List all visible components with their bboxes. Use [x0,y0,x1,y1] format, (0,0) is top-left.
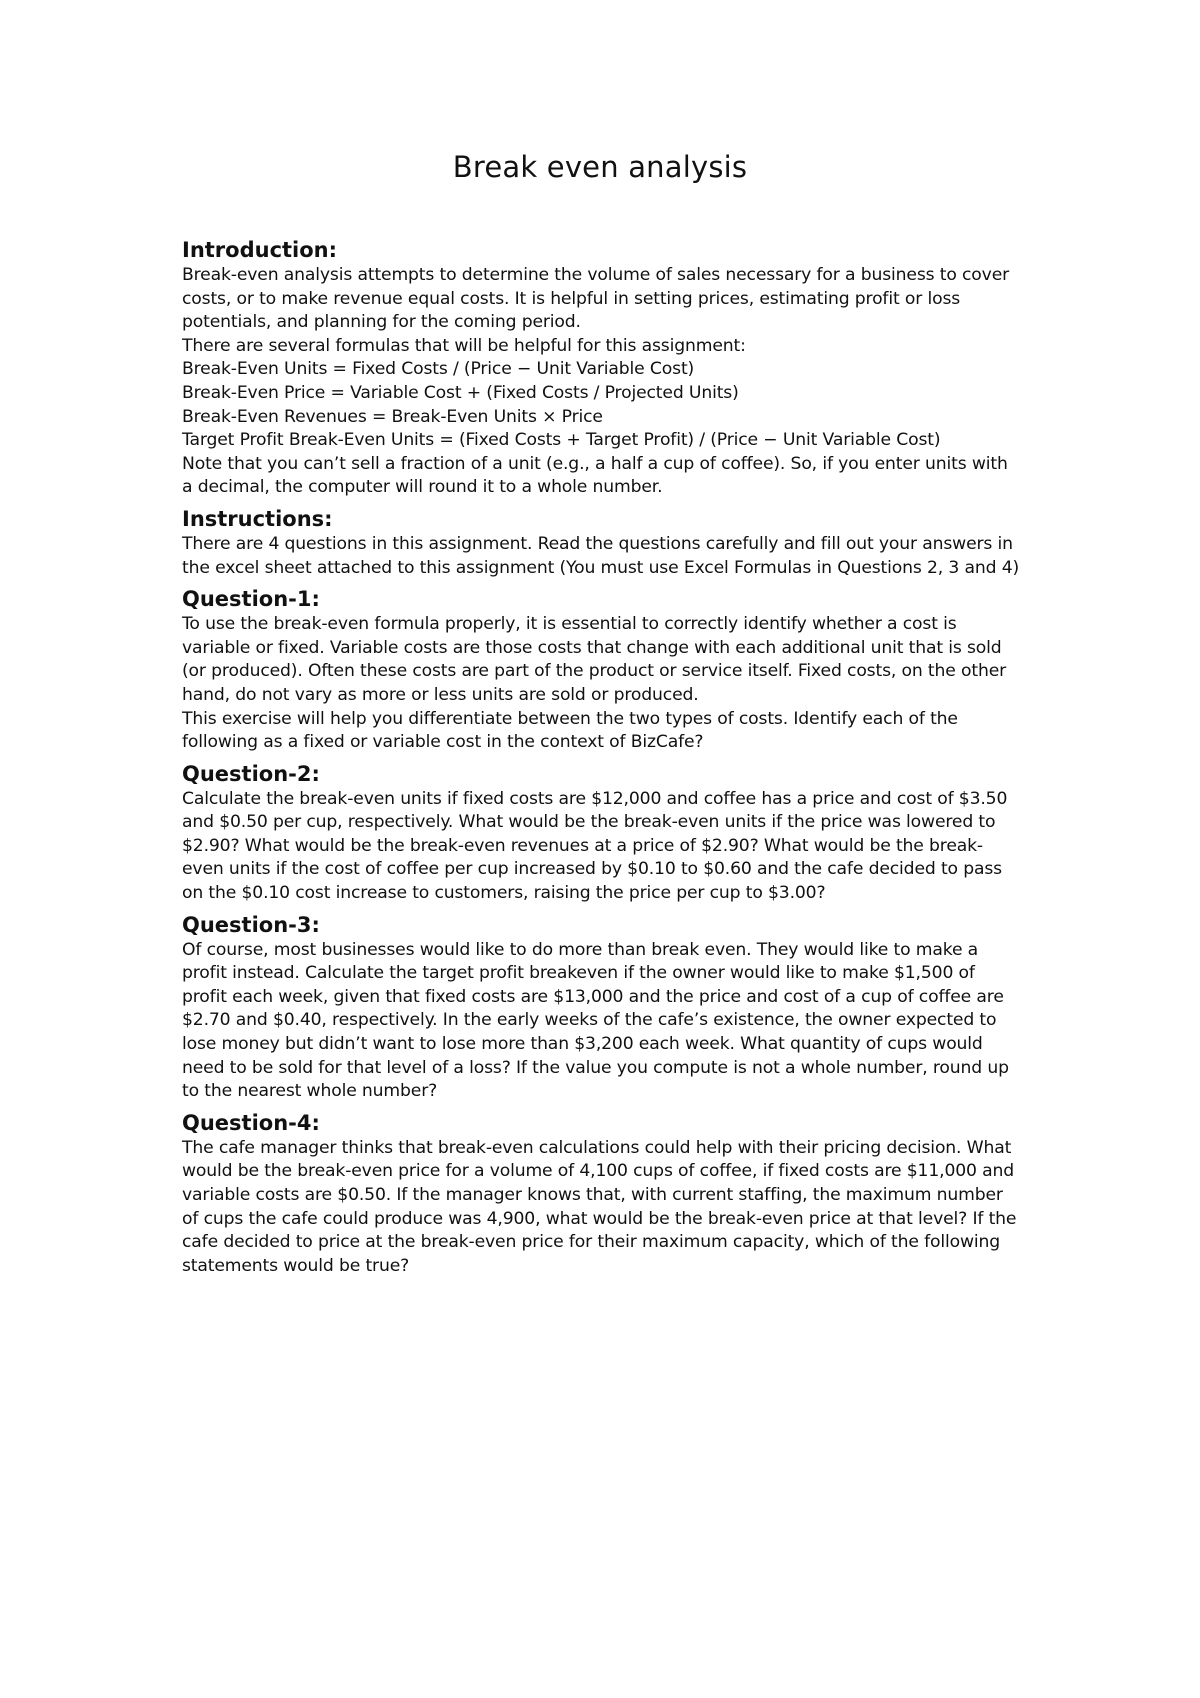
formulas-intro: There are several formulas that will be helpful for this assignment: [182,335,746,356]
question-1-paragraph-2: This exercise will help you differentiate between the two types of costs. Identify each of the following as a fixed or variable cost in the context of BizCafe? [182,708,958,753]
instructions-paragraph: There are 4 questions in this assignment. Read the questions carefully and fill out your answers in the excel sheet attached to this assignment (You must use Excel Formulas in Questions 2, 3 and 4) [182,533,1020,578]
question-1-heading: Question-1: [182,587,320,612]
question-2-heading: Question-2: [182,761,320,786]
introduction-note: Note that you can’t sell a fraction of a unit (e.g., a half a cup of coffee). So, if you enter units with a decimal, the computer will round it to a whole number. [182,453,1008,498]
question-3-section [182,912,1022,1104]
question-2-section [182,761,1022,906]
question-3-heading: Question-3: [182,912,320,937]
instructions-section [182,506,1022,580]
introduction-section [182,237,1022,500]
formula-break-even-units: Break-Even Units = Fixed Costs / (Price − Unit Variable Cost) [182,359,695,380]
formula-break-even-revenues: Break-Even Revenues = Break-Even Units × Price [182,406,603,427]
instructions-heading: Instructions: [182,506,333,531]
question-2-paragraph: Calculate the break-even units if fixed costs are $12,000 and coffee has a price and cost of $3.50 and $0.50 per cup, respectively. What would be the break-even units if the price was lowered to $2.90? What would be the break-even revenues at a price of $2.90? What would be the break-even units if the cost of coffee per cup increased by $0.10 to $0.60 and the cafe decided to pass on the $0.10 cost increase to customers, raising the price per cup to $3.00? [182,788,1008,904]
introduction-paragraph: Break-even analysis attempts to determine the volume of sales necessary for a business to cover costs, or to make revenue equal costs. It is helpful in setting prices, estimating profit or loss potentials, and planning for the coming period. [182,265,1010,333]
introduction-heading: Introduction: [182,238,338,262]
formula-break-even-price: Break-Even Price = Variable Cost + (Fixed Costs / Projected Units) [182,382,739,403]
formula-target-profit-units: Target Profit Break-Even Units = (Fixed Costs + Target Profit) / (Price − Unit Variable Cost) [182,430,941,451]
document-body [182,237,1022,1284]
question-1-paragraph-1: To use the break-even formula properly, it is essential to correctly identify whether a cost is variable or fixed. Variable costs are those costs that change with each additional unit that is sold (or produced). Often these costs are part of the product or service itself. Fixed costs, on the other hand, do not vary as more or less units are sold or produced. [182,614,1007,705]
question-4-section [182,1110,1022,1279]
document-title: Break even analysis [452,150,748,184]
question-3-paragraph: Of course, most businesses would like to do more than break even. They would like to make a profit instead. Calculate the target profit breakeven if the owner would like to make $1,500 of profit each week, given that fixed costs are $13,000 and the price and cost of a cup of coffee are $2.70 and $0.40, respectively. In the early weeks of the cafe’s existence, the owner expected to lose money but didn’t want to lose more than $3,200 each week. What quantity of cups would need to be sold for that level of a loss? If the value you compute is not a whole number, round up to the nearest whole number? [182,939,1009,1102]
question-4-heading: Question-4: [182,1110,320,1135]
question-4-paragraph: The cafe manager thinks that break-even calculations could help with their pricing decision. What would be the break-even price for a volume of 4,100 cups of coffee, if fixed costs are $11,000 and variable costs are $0.50. If the manager knows that, with current staffing, the maximum number of cups the cafe could produce was 4,900, what would be the break-even price at that level? If the cafe decided to price at the break-even price for their maximum capacity, which of the following statements would be true? [182,1137,1017,1276]
question-1-section [182,586,1022,755]
